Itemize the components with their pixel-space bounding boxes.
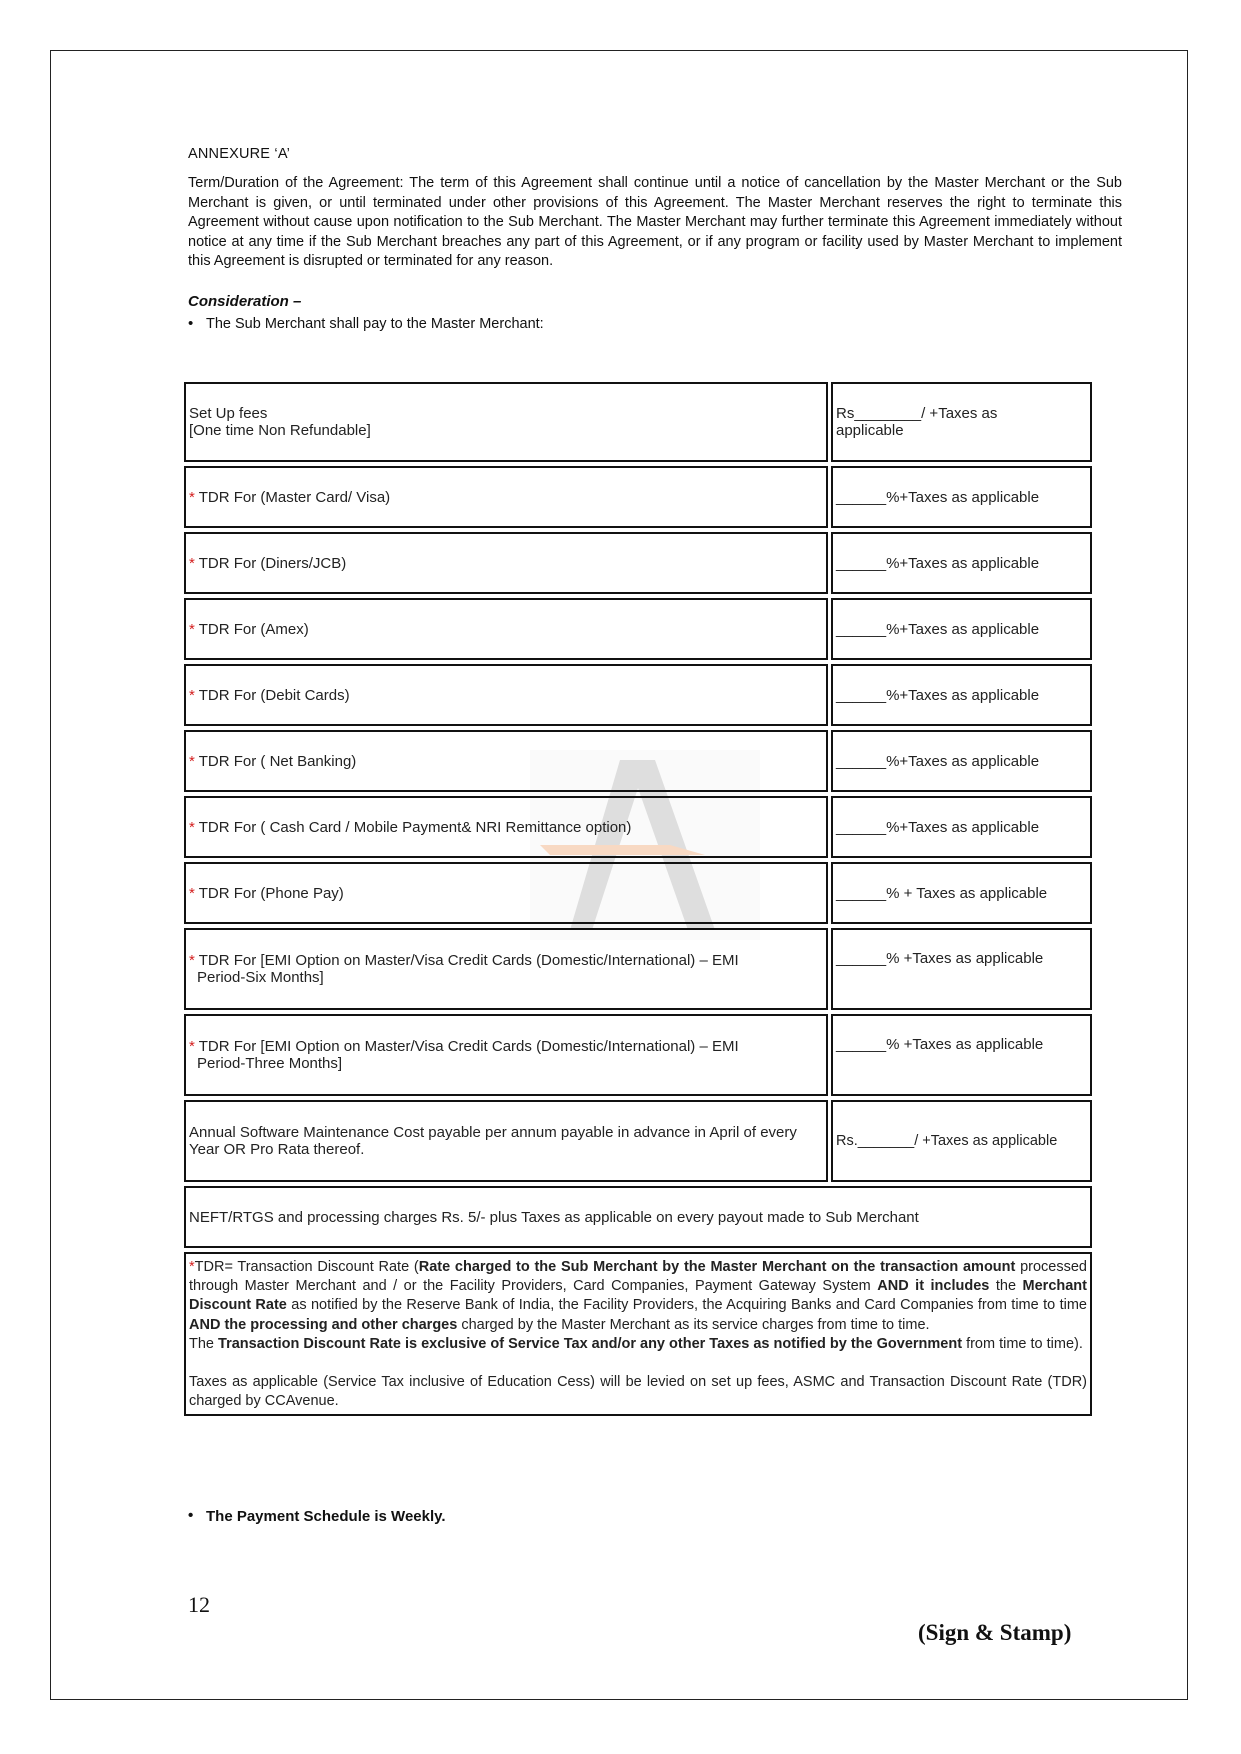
tax-exclusion-paragraph [189, 1335, 1087, 1354]
table-row [184, 862, 1092, 924]
emi-three-value: % +Taxes as applicable [886, 1036, 1044, 1053]
neft-charges-cell [184, 1186, 1092, 1248]
emi-six-value: % +Taxes as applicable [886, 950, 1044, 967]
table-row [184, 1100, 1092, 1182]
tdr-label: TDR For ( Net Banking) [194, 752, 357, 770]
setup-fee-value-cell [831, 382, 1092, 462]
setup-fee-blank: ________ [854, 405, 922, 422]
note-bold-text: Merchant Discount Rate [189, 1278, 1087, 1314]
tdr-label-cell [184, 466, 828, 528]
term-paragraph: Term/Duration of the Agreement: The term of this Agreement shall continue until a notice of cancellation by the Master Merchant or the Sub Merchant is given, or until terminated under other provisions of this Agreement. The Master Merchant reserves the right to terminate this Agreement without cause upon notification to the Sub Merchant. The Master Merchant may further terminate this Agreement immediately without notice at any time if the Sub Merchant breaches any part of this Agreement, or if any program or facility used by Master Merchant to implement this Agreement is disrupted or terminated for any reason. [188, 175, 1122, 269]
tdr-value-cell [831, 598, 1092, 660]
table-row [184, 466, 1092, 528]
tdr-label: TDR For (Diners/JCB) [194, 554, 347, 572]
setup-fee-sublabel: [One time Non Refundable] [189, 422, 371, 439]
neft-charges-text: NEFT/RTGS and processing charges Rs. 5/- plus Taxes as applicable on every payout made to Sub Merchant [189, 1208, 919, 1226]
note-bold-text: Rate charged to the Sub Merchant by the Master Merchant on the transaction amount [418, 1259, 1016, 1275]
emi-six-period: Period-Six Months] [197, 969, 324, 986]
emi-three-period: Period-Three Months] [197, 1055, 343, 1072]
emi-three-label: TDR For [EMI Option on Master/Visa Credit Cards (Domestic/International) – EMI [194, 1038, 739, 1055]
tdr-value: %+Taxes as applicable [886, 620, 1040, 638]
consideration-bullet: • The Sub Merchant shall pay to the Master Merchant: [188, 316, 1122, 332]
pct-blank: ______ [836, 620, 887, 638]
tdr-label-cell [184, 862, 828, 924]
tdr-label: TDR For (Master Card/ Visa) [194, 488, 391, 506]
pct-blank: ______ [836, 950, 887, 967]
pct-blank: ______ [836, 488, 887, 506]
tdr-label: TDR For (Phone Pay) [194, 884, 344, 902]
tdr-value: % + Taxes as applicable [886, 884, 1048, 902]
pct-blank: ______ [836, 686, 887, 704]
pct-blank: ______ [836, 818, 887, 836]
tdr-label: TDR For (Amex) [194, 620, 309, 638]
annexure-title: ANNEXURE ‘A’ [188, 146, 291, 162]
payment-schedule: • The Payment Schedule is Weekly. [188, 1508, 446, 1525]
asmc-value-cell [831, 1100, 1092, 1182]
table-row [184, 928, 1092, 1010]
emi-six-label: TDR For [EMI Option on Master/Visa Credit Cards (Domestic/International) – EMI [194, 952, 739, 969]
note-bold-text: AND it includes [877, 1278, 990, 1295]
required-star-icon: * [189, 884, 195, 902]
tdr-label-cell [184, 796, 828, 858]
pct-blank: ______ [836, 554, 887, 572]
pct-blank: ______ [836, 884, 887, 902]
fee-table [184, 382, 1092, 1416]
note-text: charged by the Master Merchant as its service charges from time to time. [457, 1316, 930, 1333]
tdr-value: %+Taxes as applicable [886, 752, 1040, 770]
emi-three-label-cell [184, 1014, 828, 1096]
asmc-blank: _______ [857, 1133, 915, 1149]
pct-blank: ______ [836, 1036, 887, 1053]
tdr-label-cell [184, 730, 828, 792]
setup-fee-suffix-line2: applicable [836, 422, 904, 439]
required-star-icon: * [189, 752, 195, 770]
table-row [184, 796, 1092, 858]
table-row [184, 664, 1092, 726]
required-star-icon: * [189, 488, 195, 506]
tdr-label-cell [184, 532, 828, 594]
asmc-suffix: / +Taxes as applicable [914, 1133, 1058, 1149]
emi-six-label-cell [184, 928, 828, 1010]
required-star-icon: * [189, 818, 195, 836]
tdr-value: %+Taxes as applicable [886, 686, 1040, 704]
emi-six-value-cell [831, 928, 1092, 1010]
annexure-section [188, 146, 1122, 332]
taxes-paragraph: Taxes as applicable (Service Tax inclusive of Education Cess) will be levied on set up fees, ASMC and Transaction Discount Rate (TDR) charged by CCAvenue. [189, 1374, 1087, 1410]
table-row [184, 382, 1092, 462]
required-star-icon: * [189, 686, 195, 704]
asmc-label-cell [184, 1100, 828, 1182]
asmc-prefix: Rs. [836, 1133, 858, 1149]
tdr-definition-paragraph [189, 1258, 1087, 1335]
tdr-value: %+Taxes as applicable [886, 818, 1040, 836]
pct-blank: ______ [836, 752, 887, 770]
tdr-definition-note [184, 1252, 1092, 1416]
asmc-label: Annual Software Maintenance Cost payable per annum payable in advance in April of every Year OR Pro Rata thereof. [189, 1124, 797, 1158]
setup-fee-prefix: Rs [836, 405, 855, 422]
sign-stamp-label: (Sign & Stamp) [918, 1620, 1072, 1645]
tdr-value-cell [831, 532, 1092, 594]
table-row [184, 598, 1092, 660]
table-row [184, 532, 1092, 594]
required-star-icon: * [189, 1038, 195, 1055]
consideration-heading: Consideration – [188, 292, 302, 310]
required-star-icon: * [189, 554, 195, 572]
note-text: from time to time). [962, 1335, 1083, 1352]
page-number: 12 [188, 1592, 210, 1617]
tdr-label-cell [184, 598, 828, 660]
note-text: TDR= Transaction Discount Rate ( [194, 1259, 419, 1275]
setup-fee-label-cell [184, 382, 828, 462]
tdr-value-cell [831, 862, 1092, 924]
note-text: The [189, 1335, 219, 1352]
table-row [184, 1186, 1092, 1248]
tdr-value-cell [831, 796, 1092, 858]
note-bold-text: AND the processing and other charges [189, 1316, 458, 1333]
note-bold-text: Transaction Discount Rate is exclusive of Service Tax and/or any other Taxes as notified by the Government [218, 1335, 963, 1352]
note-text: the [989, 1278, 1023, 1295]
tdr-value-cell [831, 466, 1092, 528]
required-star-icon: * [189, 620, 195, 638]
tdr-label: TDR For ( Cash Card / Mobile Payment& NRI Remittance option) [194, 818, 632, 836]
tdr-value-cell [831, 664, 1092, 726]
tdr-label-cell [184, 664, 828, 726]
note-text: as notified by the Reserve Bank of India, the Facility Providers, the Acquiring Banks and Card Companies from time to time [286, 1297, 1087, 1314]
emi-three-value-cell [831, 1014, 1092, 1096]
setup-fee-label: Set Up fees [189, 405, 268, 422]
note-text: processed through Master Merchant and / or the Facility Providers, Card Companies, Payment Gateway System [189, 1259, 1088, 1295]
tdr-label: TDR For (Debit Cards) [194, 686, 350, 704]
tdr-value: %+Taxes as applicable [886, 554, 1040, 572]
tdr-value: %+Taxes as applicable [886, 488, 1040, 506]
required-star-icon: * [189, 952, 195, 969]
setup-fee-suffix: / +Taxes as [921, 405, 998, 422]
required-star-icon: * [189, 1259, 195, 1275]
table-row [184, 1014, 1092, 1096]
table-row [184, 730, 1092, 792]
tdr-value-cell [831, 730, 1092, 792]
